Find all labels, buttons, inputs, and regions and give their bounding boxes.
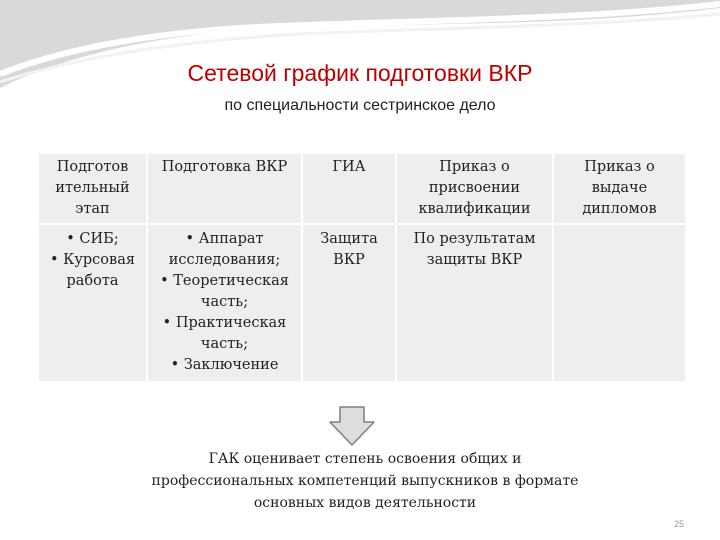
list-item: • СИБ; [66, 231, 119, 247]
schedule-table [37, 152, 687, 383]
list-item: • Заключение [170, 357, 279, 373]
header-gia: ГИА [302, 153, 396, 224]
cell-vkr-preparation [147, 224, 302, 382]
table-row [38, 224, 686, 382]
down-arrow-icon [329, 406, 375, 446]
list-item: • Практическая часть; [162, 315, 287, 352]
page-number: 25 [673, 519, 684, 529]
cell-diploma-order [553, 224, 686, 382]
list-item: • Теоретическая часть; [160, 273, 289, 310]
header-vkr-preparation: Подготовка ВКР [147, 153, 302, 224]
cell-qualification-order [396, 224, 553, 382]
header-diploma-order: Приказ о выдаче дипломов [553, 153, 686, 224]
header-qualification-order: Приказ о присвоении квалификации [396, 153, 553, 224]
page-title: Сетевой график подготовки ВКР [187, 60, 533, 86]
list-item: • Курсовая работа [49, 252, 135, 289]
page-subtitle: по специальности сестринское дело [224, 97, 496, 114]
table-header-row [38, 153, 686, 224]
list-item: По результатам защиты ВКР [413, 231, 536, 268]
list-item: Защита ВКР [320, 231, 378, 268]
cell-prep-stage [38, 224, 147, 382]
cell-gia [302, 224, 396, 382]
list-item: • Аппарат исследования; [168, 231, 281, 268]
header-prep-stage: Подготов ительный этап [38, 153, 147, 224]
gak-note: ГАК оценивает степень освоения общих и профессиональных компетенций выпускников в формате основных видов деятельности [151, 451, 579, 511]
